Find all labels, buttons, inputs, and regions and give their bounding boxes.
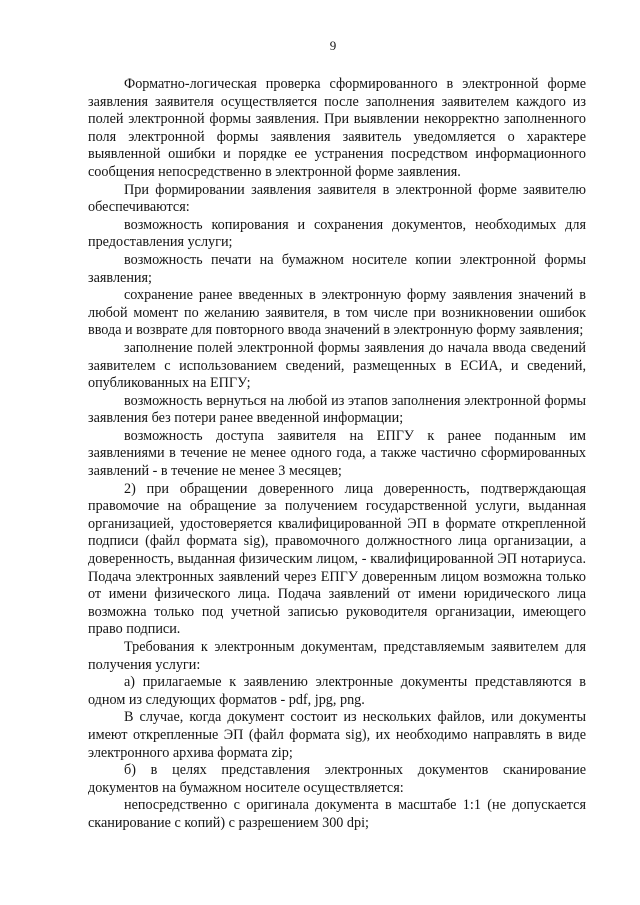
paragraph: возможность печати на бумажном носителе копии электронной формы заявления;: [88, 251, 586, 286]
paragraph: 2) при обращении доверенного лица доверенность, подтверждающая правомочие на обращение за получением государственной услуги, выданная организацией, удостоверяется квалифицированной ЭП в формате открепленной подписи (файл формата sig), правомочного должностного лица организации, а доверенность, выданная физическим лицом, - квалифицированной ЭП нотариуса. Подача электронных заявлений через ЕПГУ доверенным лицом возможна только от имени физического лица. Подача заявлений от имени юридического лица возможна только под учетной записью руководителя организации, имеющего право подписи.: [88, 480, 586, 638]
paragraph: возможность копирования и сохранения документов, необходимых для предоставления услуги;: [88, 216, 586, 251]
paragraph: возможность доступа заявителя на ЕПГУ к ранее поданным им заявлениями в течение не менее одного года, а также частично сформированных заявлений - в течение не менее 3 месяцев;: [88, 427, 586, 480]
paragraph: Форматно-логическая проверка сформированного в электронной форме заявления заявителя осуществляется после заполнения заявителем каждого из полей электронной формы заявления. При выявлении некорректно заполненного поля электронной формы заявления заявитель уведомляется о характере выявленной ошибки и порядке ее устранения посредством информационного сообщения непосредственно в электронной форме заявления.: [88, 76, 586, 180]
paragraph: сохранение ранее введенных в электронную форму заявления значений в любой момент по желанию заявителя, в том числе при возникновении ошибок ввода и возврате для повторного ввода значений в электронную форму заявления;: [88, 287, 586, 339]
page-number: 9: [329, 38, 337, 53]
paragraph: В случае, когда документ состоит из нескольких файлов, или документы имеют открепленные ЭП (файл формата sig), их необходимо направлять в виде электронного архива формата zip;: [88, 709, 586, 761]
paragraph: а) прилагаемые к заявлению электронные документы представляются в одном из следующих форматов - pdf, jpg, png.: [88, 674, 586, 708]
paragraph: заполнение полей электронной формы заявления до начала ввода сведений заявителем с использованием сведений, размещенных в ЕСИА, и сведений, опубликованных на ЕПГУ;: [88, 339, 586, 392]
paragraph: При формировании заявления заявителя в электронной форме заявителю обеспечиваются:: [88, 181, 586, 216]
document-body: [88, 76, 586, 833]
paragraph: Требования к электронным документам, представляемым заявителем для получения услуги:: [88, 639, 586, 673]
paragraph: б) в целях представления электронных документов сканирование документов на бумажном носителе осуществляется:: [88, 762, 586, 796]
paragraph: непосредственно с оригинала документа в масштабе 1:1 (не допускается сканирование с копий) с разрешением 300 dpi;: [88, 797, 586, 831]
paragraph: возможность вернуться на любой из этапов заполнения электронной формы заявления без потери ранее введенной информации;: [88, 392, 586, 427]
